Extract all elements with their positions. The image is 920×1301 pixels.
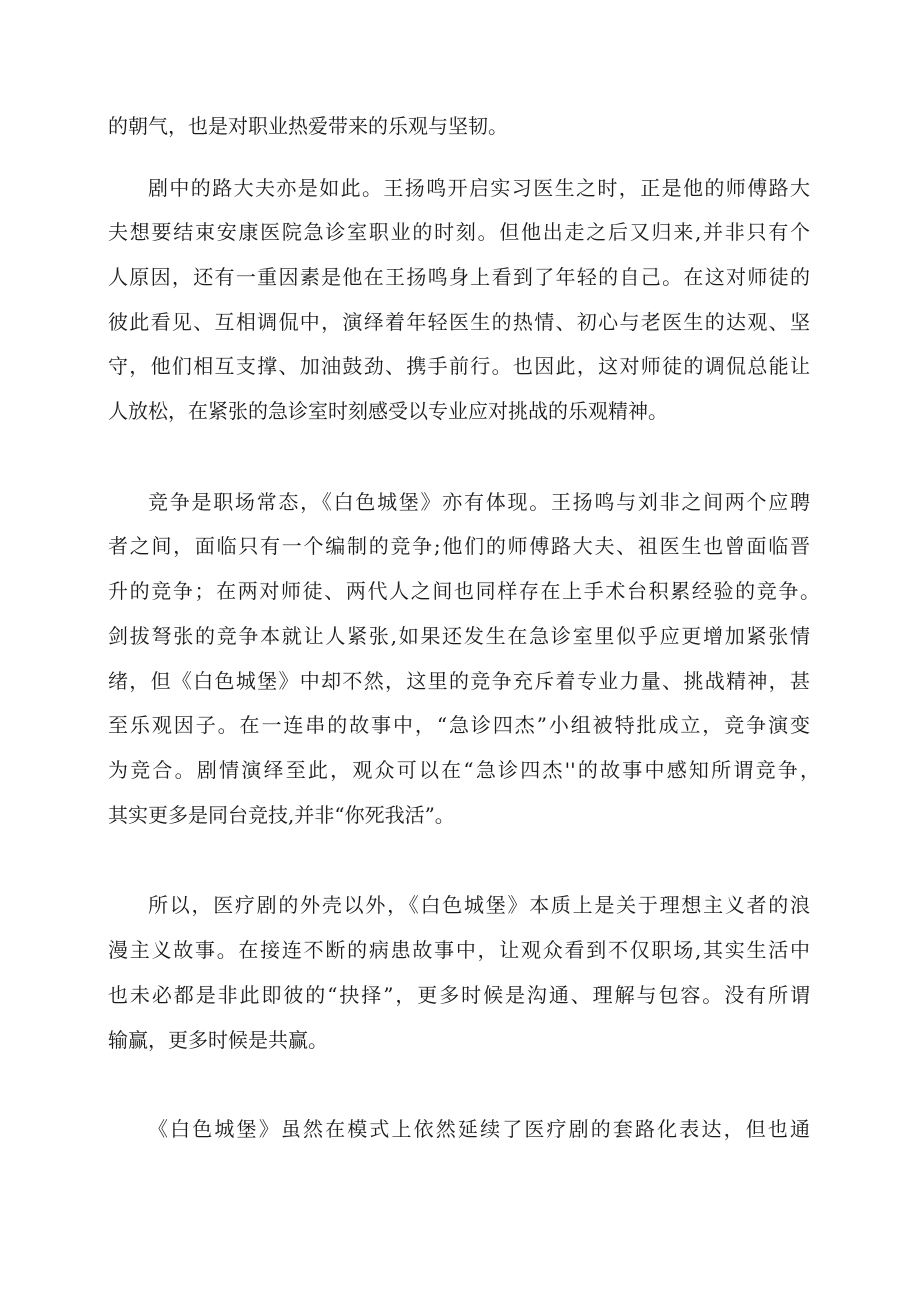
paragraph-line: 升的竞争；在两对师徒、两代人之间也同样存在上手术台积累经验的竞争。 xyxy=(108,579,820,603)
paragraph-line: 彼此看见、互相调侃中，演绎着年轻医生的热情、初心与老医生的达观、坚 xyxy=(108,310,810,334)
paragraph-line: 者之间，面临只有一个编制的竞争;他们的师傅路大夫、祖医生也曾面临晋 xyxy=(108,534,810,558)
paragraph-line: 输赢，更多时候是共赢。 xyxy=(108,1028,328,1052)
paragraph-line: 剧中的路大夫亦是如此。王扬鸣开启实习医生之时，正是他的师傅路大 xyxy=(148,176,810,200)
paragraph-line: 的朝气，也是对职业热爱带来的乐观与坚韧。 xyxy=(108,114,508,138)
paragraph-line: 剑拔弩张的竞争本就让人紧张,如果还发生在急诊室里似乎应更增加紧张情 xyxy=(108,624,810,648)
paragraph-line: 为竞合。剧情演绎至此，观众可以在“急诊四杰''的故事中感知所谓竞争， xyxy=(108,758,820,782)
paragraph-line: 其实更多是同台竞技,并非“你死我活”。 xyxy=(108,803,455,827)
paragraph-line: 人原因，还有一重因素是他在王扬鸣身上看到了年轻的自己。在这对师徒的 xyxy=(108,265,810,289)
paragraph-line: 至乐观因子。在一连串的故事中，“急诊四杰”小组被特批成立，竞争演变 xyxy=(108,713,810,737)
paragraph-line: 竞争是职场常态，《白色城堡》亦有体现。王扬鸣与刘非之间两个应聘 xyxy=(148,490,810,514)
paragraph-line: 守，他们相互支撑、加油鼓劲、携手前行。也因此，这对师徒的调侃总能让 xyxy=(108,354,810,378)
paragraph-line: 夫想要结束安康医院急诊室职业的时刻。但他出走之后又归来,并非只有个 xyxy=(108,220,810,244)
paragraph-line: 人放松，在紧张的急诊室时刻感受以专业应对挑战的乐观精神。 xyxy=(108,399,668,423)
paragraph-line: 绪，但《白色城堡》中却不然，这里的竞争充斥着专业力量、挑战精神，甚 xyxy=(108,669,810,693)
paragraph-line: 漫主义故事。在接连不断的病患故事中，让观众看到不仅职场,其实生活中 xyxy=(108,938,810,962)
paragraph-line: 也未必都是非此即彼的“抉择”，更多时候是沟通、理解与包容。没有所谓 xyxy=(108,983,810,1007)
paragraph-line: 《白色城堡》虽然在模式上依然延续了医疗剧的套路化表达，但也通 xyxy=(148,1117,810,1141)
paragraph-line: 所以，医疗剧的外壳以外，《白色城堡》本质上是关于理想主义者的浪 xyxy=(148,893,810,917)
